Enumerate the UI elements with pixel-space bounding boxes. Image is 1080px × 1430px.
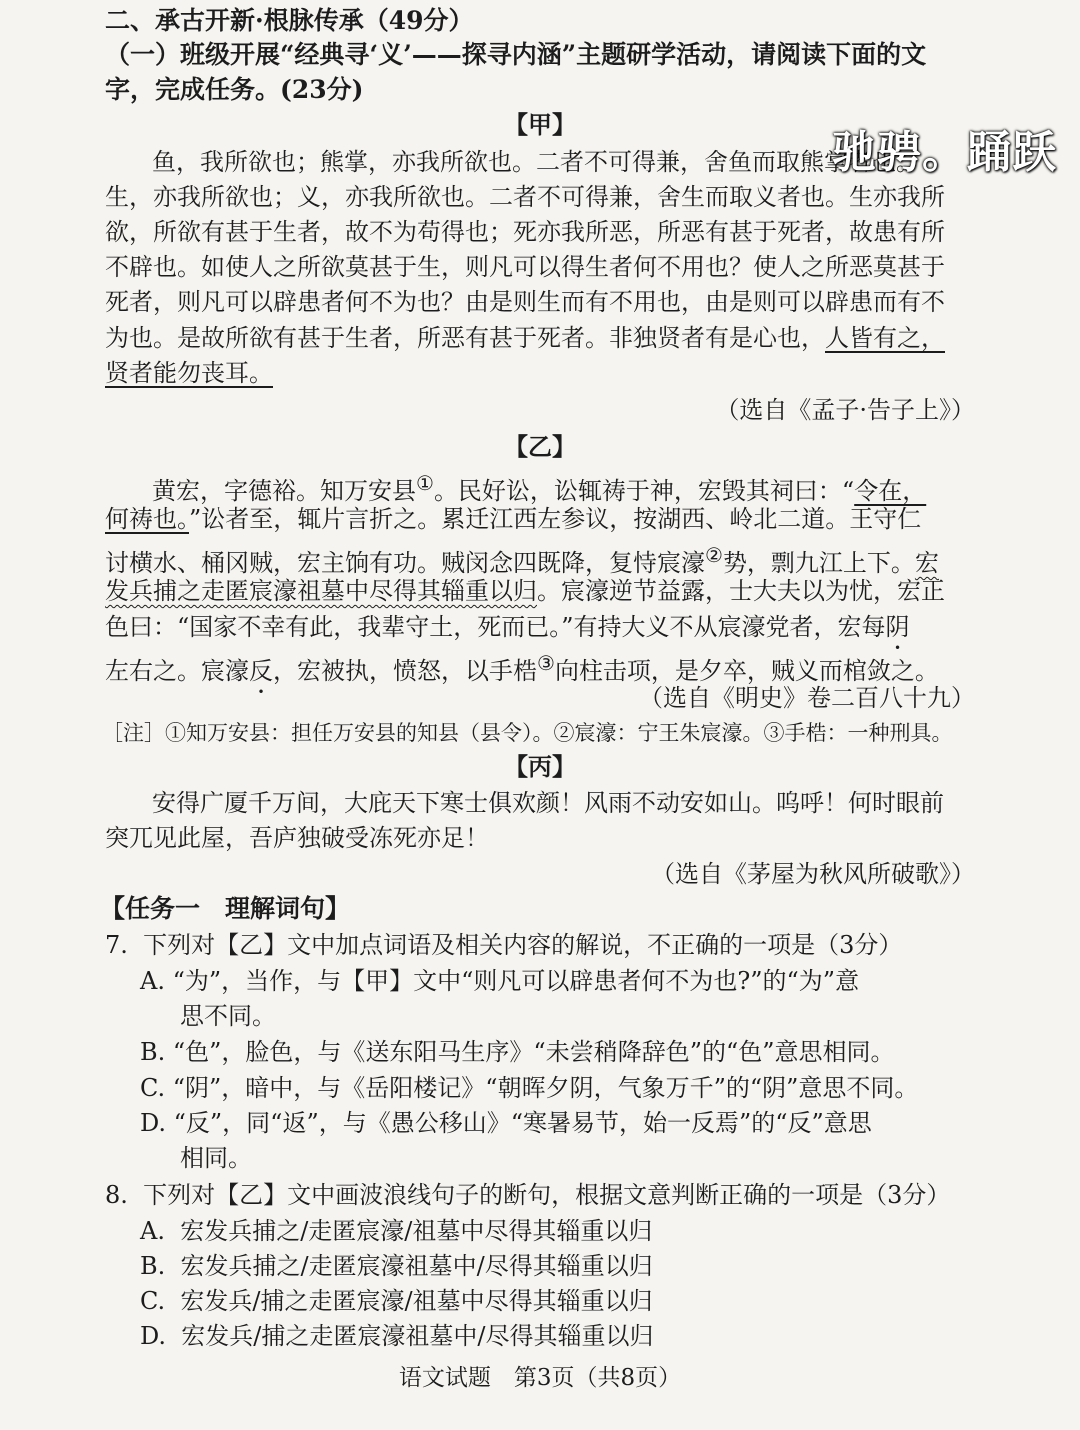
footnote-marker: ② [705,543,723,567]
question-8-stem: 8. 下列对【乙】文中画波浪线句子的断句，根据文意判断正确的一项是（3分） [105,1181,951,1209]
section-title: 二、承古开新·根脉传承（49分） [105,6,474,35]
passage-jia-heading: 【甲】 [504,110,576,139]
passage-jia-source: （选自《孟子·告子上》） [715,396,975,424]
question-8-option-b: B. 宏发兵捕之/走匿宸濠祖墓中/尽得其辎重以归 [140,1252,653,1280]
passage-jia-text: 为也。是故所欲有甚于生者，所恶有甚于死者。非独贤者有是心也， [105,324,825,352]
question-8-option-c: C. 宏发兵/捕之走匿宸濠/祖墓中尽得其辎重以归 [140,1287,653,1315]
passage-yi-text: 。民好讼，讼辄祷于神，宏毁其祠曰：“ [433,477,855,505]
passage-bing-heading: 【丙】 [504,752,576,781]
passage-yi-line [105,576,945,606]
wavy-underlined-sentence: 宏 [914,549,939,577]
passage-yi-line [152,468,926,506]
passage-jia-line: 死者，则凡可以辟患者何不为也？由是则生而有不用也，由是则可以辟患而有不 [105,288,945,316]
dotted-word: 反 [249,657,273,685]
section-intro-line1: （一）班级开展“经典寻‘义’——探寻内涵”主题研学活动，请阅读下面的文 [105,40,927,69]
page-footer: 语文试题 第3页（共8页） [398,1365,682,1391]
question-7-option-a: A. “为”，当作，与【甲】文中“则凡可以辟患者何不为也?”的“为”意 [140,967,860,995]
passage-jia-line [105,323,945,353]
watermark-logo: 驰骋。踊跃 [832,127,1057,178]
question-7-option-d-cont: 相同。 [180,1144,252,1172]
question-8-option-d: D. 宏发兵/捕之走匿宸濠祖墓中/尽得其辎重以归 [140,1322,654,1350]
task1-title: 【任务一 理解词句】 [100,894,351,923]
passage-bing-line: 安得广厦千万间，大庇天下寒士俱欢颜！风雨不动安如山。呜呼！何时眼前 [152,789,944,817]
passage-yi-text: 黄宏，字德裕。知万安县 [152,477,416,505]
passage-yi-text: 。宸濠逆节益露，士大夫以为忧，宏正 [537,577,945,605]
section-intro-line2: 字，完成任务。(23分) [105,75,364,104]
question-7-option-d: D. “反”，同“返”，与《愚公移山》“寒暑易节，始一反焉”的“反”意思 [140,1109,872,1137]
wavy-underlined-sentence: 发兵捕之走匿宸濠祖墓中尽得其辎重以归 [105,577,537,605]
passage-bing-source: （选自《茅屋为秋风所破歌》） [651,860,975,888]
question-7-option-b: B. “色”，脸色，与《送东阳马生序》“未尝稍降辞色”的“色”意思相同。 [140,1038,895,1066]
question-7-stem: 7. 下列对【乙】文中加点词语及相关内容的解说，不正确的一项是（3分） [105,931,903,959]
passage-yi-text: 势，剽九江上下。 [722,549,915,577]
passage-jia-line: 欲，所欲有甚于生者，故不为苟得也；死亦我所恶，所恶有甚于死者，故患有所 [105,218,945,246]
underlined-sentence: 何祷也。 [105,505,189,533]
underlined-sentence: 令在， [854,477,927,505]
passage-bing-line: 突兀见此屋，吾庐独破受冻死亦足！ [105,824,489,852]
passage-yi-source: （选自《明史》卷二百八十九） [639,684,975,712]
question-7-option-a-cont: 思不同。 [180,1002,276,1030]
question-8-option-a: A. 宏发兵捕之/走匿宸濠/祖墓中尽得其辎重以归 [140,1217,653,1245]
passage-jia-line: 生，亦我所欲也；义，亦我所欲也。二者不可得兼，舍生而取义者也。生亦我所 [105,183,945,211]
passage-jia-line: 鱼，我所欲也；熊掌，亦我所欲也。二者不可得兼，舍鱼而取熊掌者也。 [152,148,920,176]
passage-jia-line: 不辟也。如使人之所欲莫甚于生，则凡可以得生者何不用也？使人之所恶莫甚于 [105,253,945,281]
footnote-marker: ① [416,471,434,495]
dotted-word: 阴 [885,613,910,641]
passage-yi-text: 色曰：“国家不幸有此，我辈守土，死而已。”有持大义不从宸濠党者，宏每 [105,613,886,641]
passage-yi-notes: ［注］①知万安县：担任万安县的知县（县令）。②宸濠：宁王朱宸濠。③手梏：一种刑具。 [102,721,953,745]
underlined-sentence: 人皆有之， [825,324,945,352]
passage-yi-line [105,504,921,534]
passage-yi-text: ，宏被执，愤怒，以手梏 [273,657,537,685]
passage-yi-heading: 【乙】 [504,432,576,461]
passage-yi-line [105,540,939,578]
passage-yi-text: ”讼者至，辄片言折之。累迁江西左参议，按湖西、岭北二道。王守仁 [189,505,922,533]
underlined-sentence: 贤者能勿丧耳。 [105,359,273,387]
passage-yi-text: 左右之。宸濠 [105,657,249,685]
question-7-option-c: C. “阴”，暗中，与《岳阳楼记》“朝晖夕阴，气象万千”的“阴”意思不同。 [140,1074,919,1102]
passage-yi-text: 讨横水、桶冈贼，宏主饷有功。贼闵念四既降，复恃宸濠 [105,549,705,577]
passage-jia-line [105,358,273,388]
footnote-marker: ③ [537,651,555,675]
passage-yi-text: 向柱击项，是夕卒，贼义而棺敛之。 [554,657,939,685]
